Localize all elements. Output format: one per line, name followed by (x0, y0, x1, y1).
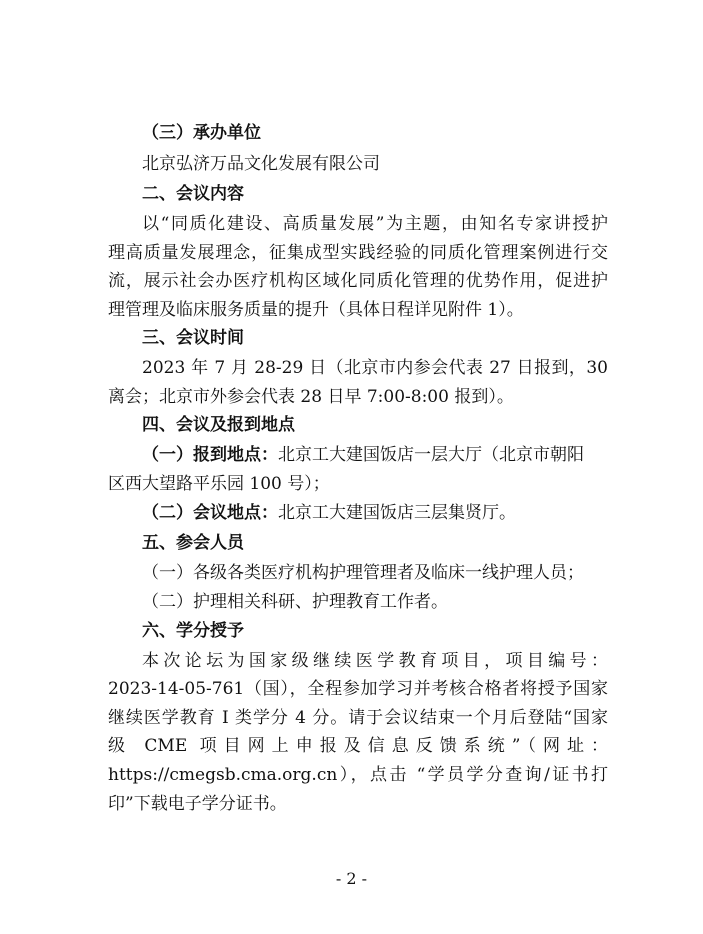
credits-paragraph-line-4: 级 CME 项目网上申报及信息反馈系统”（网址： (108, 736, 608, 756)
meeting-location-text: 北京工大建国饭店三层集贤厅。 (278, 503, 516, 523)
registration-location-line (142, 443, 608, 467)
credits-paragraph-line-6: 印”下载电子学分证书。 (108, 794, 287, 814)
registration-location-text: 北京工大建国饭店一层大厅（北京市朝阳 (278, 445, 584, 465)
organizer-name: 北京弘济万品文化发展有限公司 (142, 154, 380, 174)
meeting-location-line (142, 501, 608, 525)
section-heading-location: 四、会议及报到地点 (142, 415, 295, 435)
content-paragraph-line-3: 流，展示社会办医疗机构区域化同质化管理的优势作用，促进护 (108, 271, 608, 291)
registration-location-address: 区西大望路平乐园 100 号）； (108, 474, 330, 494)
credits-paragraph-line-2: 2023-14-05-761（国），全程参加学习并考核合格者将授予国家 (108, 679, 608, 699)
meeting-location-label: （二）会议地点： (142, 503, 278, 523)
registration-location-label: （一）报到地点： (142, 445, 278, 465)
content-paragraph-line-2: 理高质量发展理念，征集成型实践经验的同质化管理案例进行交 (108, 243, 608, 263)
section-heading-time: 三、会议时间 (142, 328, 244, 348)
page-number: - 2 - (335, 869, 368, 888)
section-heading-credits: 六、学分授予 (142, 621, 244, 641)
time-paragraph-line-1: 2023 年 7 月 28-29 日（北京市内参会代表 27 日报到，30 (142, 358, 608, 378)
content-paragraph-line-4: 理管理及临床服务质量的提升（具体日程详见附件 1）。 (108, 300, 524, 320)
credits-paragraph-line-1: 本次论坛为国家级继续医学教育项目，项目编号： (142, 651, 608, 671)
participants-item-1: （一）各级各类医疗机构护理管理者及临床一线护理人员； (142, 563, 584, 583)
content-paragraph-line-1: 以“同质化建设、高质量发展”为主题，由知名专家讲授护 (142, 214, 608, 234)
time-paragraph-line-2: 离会；北京市外参会代表 28 日早 7:00-8:00 报到）。 (108, 387, 514, 407)
credits-paragraph-line-3: 继续医学教育 I 类学分 4 分。请于会议结束一个月后登陆“国家 (108, 708, 608, 728)
participants-item-2: （二）护理相关科研、护理教育工作者。 (142, 592, 448, 612)
section-heading-participants: 五、参会人员 (142, 533, 244, 553)
credits-paragraph-line-5: https://cmegsb.cma.org.cn），点击 “学员学分查询/证书打 (108, 765, 608, 785)
section-heading-content: 二、会议内容 (142, 184, 244, 204)
section-heading-organizer: （三）承办单位 (142, 123, 261, 143)
